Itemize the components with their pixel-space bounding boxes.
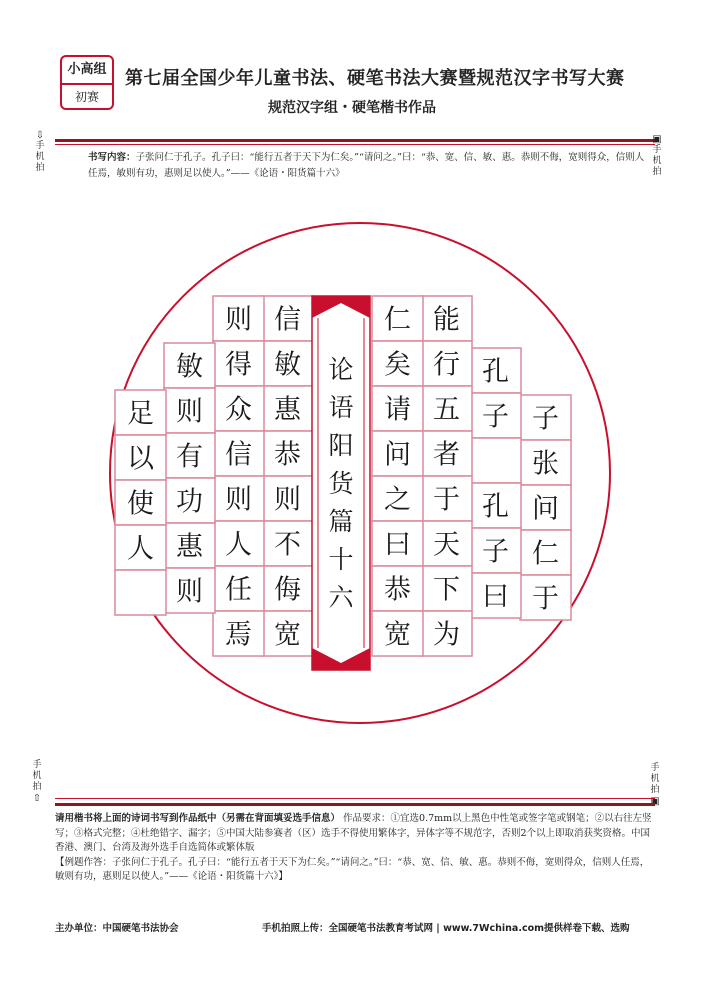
grid-character: 曰 [384, 529, 411, 561]
grid-character: 请 [384, 394, 411, 426]
page-title: 第七届全国少年儿童书法、硬笔书法大赛暨规范汉字书写大赛 [125, 68, 625, 89]
content-text: 子张问仁于孔子。孔子曰：“能行五者于天下为仁矣。”“请问之。”曰：“恭、宽、信、敏、惠。恭则不侮，宽则得众，信则人任焉，敏则有功，惠则足以使人。”——《论语・阳货篇十六》 [88, 152, 645, 179]
scroll-character: 六 [328, 583, 354, 612]
instruction-text: 请用楷书将上面的诗词书写到作品纸中（另需在背面填妥选手信息） [55, 813, 341, 824]
group-label: 小高组 [62, 57, 112, 85]
grid-character: 仁 [532, 538, 559, 570]
grid-character: 行 [433, 349, 460, 381]
grid-character: 信 [225, 439, 252, 471]
grid-character: 宽 [384, 619, 411, 651]
scroll-title [328, 355, 355, 612]
grid-character: 任 [225, 574, 252, 606]
grid-character: 矣 [384, 349, 411, 381]
grid-character: 恭 [384, 574, 411, 606]
grid-character: 孔 [482, 491, 509, 523]
right-top-label: 手机拍 [652, 145, 662, 177]
camera-icon: ▣ [650, 796, 660, 807]
grid-character: 敏 [176, 351, 203, 383]
right-grid [372, 296, 571, 656]
scroll-character: 货 [328, 469, 354, 498]
scroll-character: 论 [328, 355, 354, 384]
grid-character: 则 [176, 576, 203, 608]
grid-character: 问 [384, 439, 411, 471]
grid-character: 张 [532, 448, 559, 480]
scroll-character: 语 [328, 393, 354, 422]
grid-character: 得 [225, 349, 252, 381]
left-grid [115, 296, 313, 656]
grid-cell [115, 570, 166, 615]
grid-character: 曰 [482, 581, 509, 613]
scroll [312, 296, 370, 670]
grid-character: 下 [433, 574, 460, 606]
right-bottom-label: 手机拍 [650, 763, 660, 795]
grid-character: 惠 [274, 394, 301, 426]
left-top-label: 手机拍 [35, 141, 45, 173]
reference-answer: 【例题作答：子张问仁于孔子。孔子曰：“能行五者于天下为仁矣。”“请问之。”曰：“恭、宽、信、敏、惠。恭则不侮，宽则得众，信则人任焉，敏则有功，惠则足以使人。”——《论语・阳货篇十六》】 [55, 856, 650, 882]
content-label: 书写内容： [88, 152, 136, 163]
grid-character: 则 [176, 396, 203, 428]
grid-character: 有 [176, 441, 203, 473]
grid-character: 不 [274, 529, 301, 561]
grid-character: 为 [433, 619, 460, 651]
bottom-divider-thin [55, 798, 655, 799]
requirements-text: 作品要求：①宜选0.7mm以上黑色中性笔或签字笔或钢笔；②以右往左竖写；③格式完整；④杜绝错字、漏字；⑤中国大陆参赛者（区）选手不得使用繁体字，异体字等不规范字，否则2个以上即取消获奖资格。中国香港、澳门、台湾及海外选手自选简体或繁体版 [55, 813, 652, 853]
grid-character: 宽 [274, 619, 301, 651]
download-icon: ⇩ [35, 130, 45, 141]
grid-character: 孔 [482, 356, 509, 388]
grid-character: 众 [225, 394, 252, 426]
grid-character: 之 [384, 484, 411, 516]
grid-character: 使 [127, 488, 154, 520]
grid-character: 子 [532, 403, 559, 435]
grid-character: 焉 [225, 619, 252, 651]
organizer: 主办单位：中国硬笔书法协会 [55, 923, 179, 934]
round-label: 初赛 [74, 90, 99, 104]
camera-icon: ▣ [652, 134, 662, 145]
grid-character: 五 [433, 394, 460, 426]
grid-character: 则 [274, 484, 301, 516]
bottom-divider [55, 803, 655, 806]
upload-icon: ⇧ [32, 793, 42, 804]
grid-character: 则 [225, 484, 252, 516]
grid-character: 功 [176, 486, 203, 518]
grid-cell [470, 438, 521, 483]
grid-character: 问 [532, 493, 559, 525]
grid-character: 者 [433, 439, 460, 471]
scroll-character: 十 [328, 545, 354, 574]
grid-character: 则 [225, 304, 252, 336]
grid-character: 敏 [274, 349, 301, 381]
grid-character: 人 [225, 529, 252, 561]
grid-character: 惠 [176, 531, 203, 563]
scroll-character: 阳 [328, 431, 354, 460]
grid-character: 信 [274, 304, 301, 336]
submission-rules [55, 812, 655, 885]
scroll-character: 篇 [328, 507, 354, 536]
page-subtitle: 规范汉字组・硬笔楷书作品 [268, 100, 436, 116]
grid-character: 于 [532, 583, 559, 615]
grid-character: 于 [433, 484, 460, 516]
grid-character: 子 [482, 536, 509, 568]
grid-character: 能 [433, 304, 460, 336]
upload-info: 手机拍照上传：全国硬笔书法教育考试网 | www.7Wchina.com提供样卷下载、选购 [262, 923, 630, 934]
grid-character: 恭 [274, 439, 301, 471]
grid-character: 以 [127, 443, 154, 475]
grid-character: 人 [127, 533, 154, 565]
grid-character: 仁 [384, 304, 411, 336]
grid-character: 侮 [274, 574, 301, 606]
grid-character: 足 [127, 398, 154, 430]
left-bottom-label: 手机拍 [32, 760, 42, 792]
grid-character: 子 [482, 401, 509, 433]
grid-character: 天 [433, 529, 460, 561]
